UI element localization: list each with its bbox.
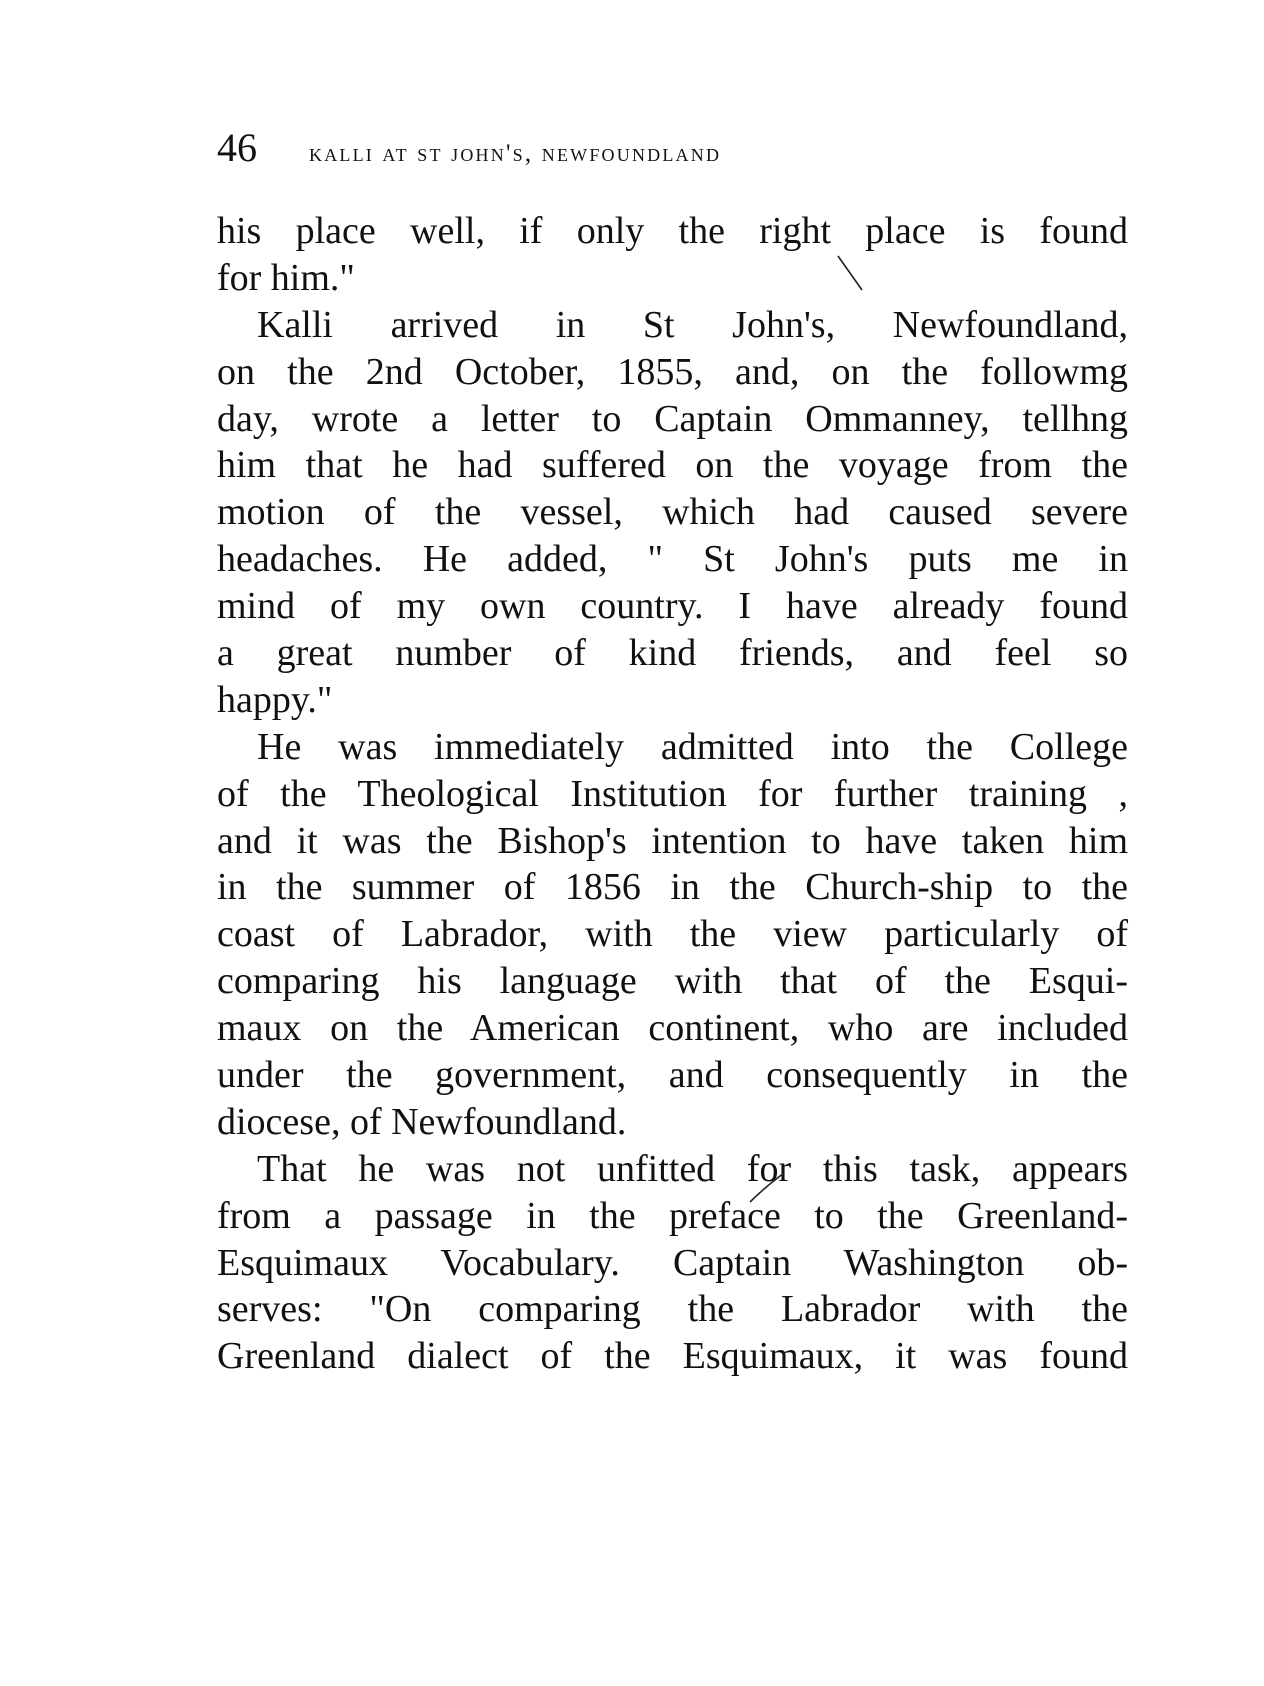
text-line: That he was not unfitted for this task, appears xyxy=(257,1147,1128,1190)
text-line: day, wrote a letter to Captain Ommanney, tellhng xyxy=(217,397,1128,440)
text-line: his place well, if only the right place is found xyxy=(217,210,1128,252)
text-line: headaches. He added, " St John's puts me in xyxy=(217,538,1128,581)
pencil-mark-icon xyxy=(836,254,866,294)
text-line: of the Theological Institution for further training , xyxy=(217,772,1128,815)
text-line: diocese, of Newfoundland. xyxy=(217,1100,627,1143)
text-line: He was immediately admitted into the College xyxy=(257,725,1128,768)
text-line: Greenland dialect of the Esquimaux, it was found xyxy=(217,1335,1128,1378)
text-line: comparing his language with that of the Esqui- xyxy=(217,960,1128,1003)
body-text xyxy=(217,208,1128,1380)
text-line: happy." xyxy=(217,678,333,721)
paragraph xyxy=(217,1146,1128,1380)
text-line: in the summer of 1856 in the Church-ship to the xyxy=(217,866,1128,909)
text-line: from a passage in the preface to the Greenland- xyxy=(217,1194,1128,1237)
page-header xyxy=(217,124,1017,174)
text-line: a great number of kind friends, and feel so xyxy=(217,632,1128,675)
paragraph xyxy=(217,208,1128,302)
paragraph xyxy=(217,302,1128,724)
text-line: and it was the Bishop's intention to have taken him xyxy=(217,819,1128,862)
text-line: on the 2nd October, 1855, and, on the followmg xyxy=(217,350,1128,393)
text-line: for him." xyxy=(217,256,355,299)
text-line: mind of my own country. I have already found xyxy=(217,585,1128,628)
paragraph xyxy=(217,724,1128,1146)
text-line: Kalli arrived in St John's, Newfoundland, xyxy=(257,303,1128,346)
text-line: him that he had suffered on the voyage from the xyxy=(217,444,1128,487)
text-line: under the government, and consequently in the xyxy=(217,1054,1128,1097)
text-line: Esquimaux Vocabulary. Captain Washington ob- xyxy=(217,1241,1128,1284)
running-head: kalli at st john's, newfoundland xyxy=(309,140,722,167)
pencil-mark-icon xyxy=(748,1170,788,1206)
text-line: motion of the vessel, which had caused severe xyxy=(217,491,1128,534)
page-number: 46 xyxy=(217,125,257,170)
text-line: maux on the American continent, who are included xyxy=(217,1007,1128,1050)
text-line: coast of Labrador, with the view particularly of xyxy=(217,913,1128,956)
text-line: serves: "On comparing the Labrador with the xyxy=(217,1288,1128,1331)
